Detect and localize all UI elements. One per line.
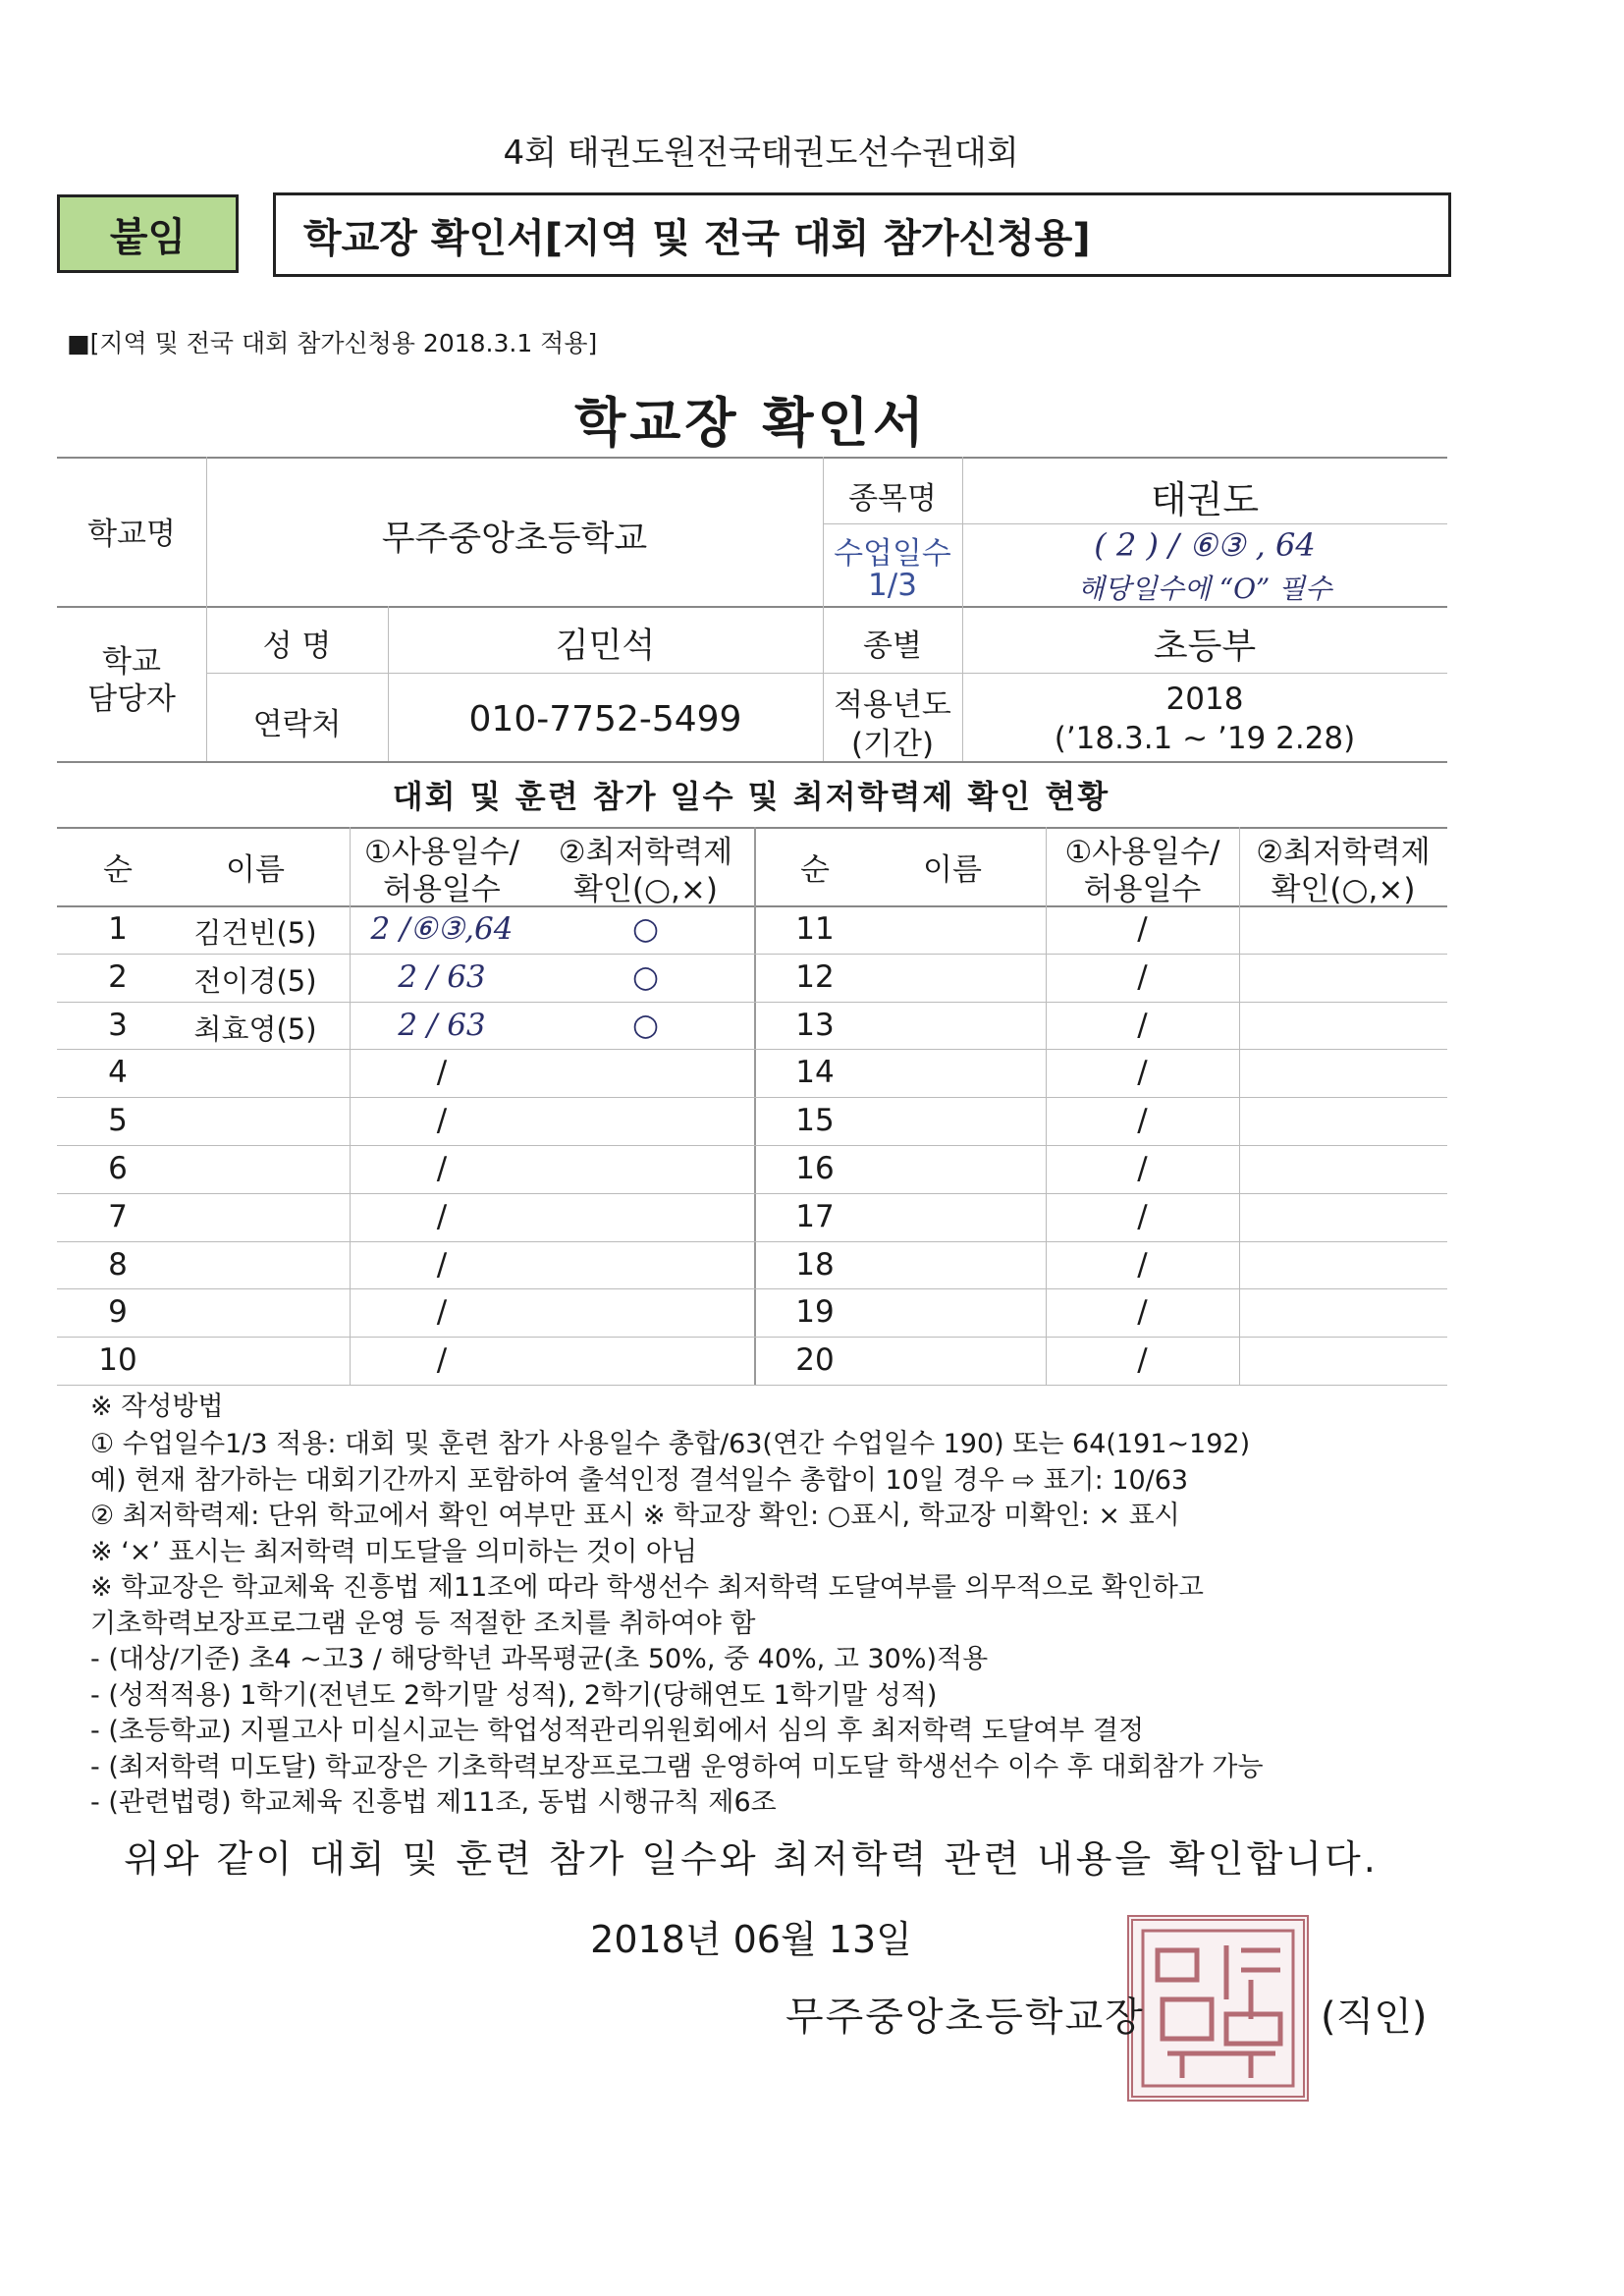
school-name: 무주중앙초등학교 [381,519,648,559]
header-name-right: 이름 [923,852,982,888]
sport-value: 태권도 [1150,478,1260,521]
note-line: - (대상/기준) 초4 ~고3 / 해당학년 과목평균(초 50%, 중 40%, 고 30%)적용 [90,1644,989,1674]
row-number: 8 [108,1246,128,1283]
row-days: / [1137,1055,1148,1091]
row-number: 20 [795,1342,835,1379]
row-number: 15 [795,1103,835,1139]
row-name: 최효영(5) [193,1011,317,1046]
row-days: 2 / 63 [398,958,486,995]
header-min-right-1: ②최저학력제 [1256,835,1431,870]
row-days: / [1137,1294,1148,1331]
division-label: 종별 [863,629,922,664]
note-line: 기초학력보장프로그램 운영 등 적절한 조치를 취하여야 함 [90,1608,756,1639]
row-number: 13 [795,1007,835,1043]
row-days: / [436,1055,448,1091]
row-days: / [436,1103,448,1139]
year-value: 2018 [1165,682,1244,717]
row-days: / [1137,1151,1148,1186]
note-line: 예) 현재 참가하는 대회기간까지 포함하여 출석인정 결석일수 총합이 10일 경우 ⇨ 표기: 10/63 [90,1464,1189,1496]
confirm-text: 위와 같이 대회 및 훈련 참가 일수와 최저학력 관련 내용을 확인합니다. [124,1837,1379,1881]
header-no-left: 순 [103,852,133,888]
row-check: ○ [631,911,660,947]
sport-label: 종목명 [848,481,937,517]
row-name: 전이경(5) [193,963,317,998]
row-number: 17 [795,1198,835,1234]
contact-label: 연락처 [252,707,342,742]
row-number: 3 [108,1007,128,1043]
row-days: 2 /⑥③,64 [370,911,514,947]
attach-badge: 붙임 [57,194,239,273]
year-period: (’18.3.1 ~ ’19 2.28) [1054,721,1356,756]
row-number: 19 [795,1294,835,1331]
row-days: / [436,1246,448,1283]
division-value: 초등부 [1153,627,1257,667]
document-title: 학교장 확인서[지역 및 전국 대회 참가신청용] [273,192,1451,277]
header-days-left-2: 허용일수 [383,872,501,907]
row-number: 4 [108,1055,128,1091]
row-number: 14 [795,1055,835,1091]
school-label: 학교명 [87,517,176,552]
note-line: - (성적적용) 1학기(전년도 2학기말 성적), 2학기(당해연도 1학기말 성적) [90,1679,938,1711]
row-name: 김건빈(5) [193,916,317,950]
row-days: / [1137,1342,1148,1379]
row-number: 12 [795,958,835,995]
row-check: ○ [631,958,660,995]
row-number: 11 [795,911,835,947]
name-label: 성 명 [262,629,332,664]
stat-title: 대회 및 훈련 참가 일수 및 최저학력제 확인 현황 [392,778,1110,815]
row-days: / [436,1342,448,1379]
note-line: ※ 학교장은 학교체육 진흥법 제11조에 따라 학생선수 최저학력 도달여부를 의무적으로 확인하고 [90,1572,1204,1603]
manager-label: 학교 담당자 [87,644,176,717]
header-days-left-1: ①사용일수/ [363,835,520,870]
row-days: / [436,1198,448,1234]
row-number: 9 [108,1294,128,1331]
signer-name: 무주중앙초등학교장 [785,1995,1145,2040]
row-days: / [436,1294,448,1331]
year-label: 적용년도 [834,687,951,723]
row-number: 6 [108,1151,128,1186]
row-number: 5 [108,1103,128,1139]
row-check: ○ [631,1007,660,1043]
row-number: 18 [795,1246,835,1283]
seal-suffix: (직인) [1321,1995,1428,2040]
class-days-value: ( 2 ) / ⑥③ , 64 [1094,526,1316,564]
row-days: 2 / 63 [398,1007,486,1043]
note-line: - (최저학력 미도달) 학교장은 기초학력보장프로그램 운영하여 미도달 학생선수 이수 후 대회참가 가능 [90,1751,1264,1782]
header-min-left-2: 확인(○,×) [573,872,718,907]
row-number: 1 [108,911,128,947]
row-days: / [1137,958,1148,995]
header-name-left: 이름 [226,852,285,888]
event-title: 4회 태권도원전국태권도선수권대회 [503,134,1019,173]
notes-heading: ※ 작성방법 [90,1392,224,1422]
seal-pattern-icon [1133,1921,1303,2096]
note-line: ① 수업일수1/3 적용: 대회 및 훈련 참가 사용일수 총합/63(연간 수업일수 190) 또는 64(191~192) [90,1429,1251,1459]
row-days: / [1137,1198,1148,1234]
date-text: 2018년 06월 13일 [590,1918,912,1961]
row-number: 2 [108,958,128,995]
header-min-left-1: ②최저학력제 [558,835,733,870]
row-number: 7 [108,1198,128,1234]
row-days: / [1137,911,1148,947]
contact-value: 010-7752-5499 [468,699,742,739]
row-number: 16 [795,1151,835,1186]
class-days-note: 해당일수에 “O” 필수 [1077,573,1332,605]
header-days-right-1: ①사용일수/ [1064,835,1220,870]
note-line: ② 최저학력제: 단위 학교에서 확인 여부만 표시 ※ 학교장 확인: ○표시, 학교장 미확인: × 표시 [90,1501,1180,1531]
header-min-right-2: 확인(○,×) [1271,872,1416,907]
applied-note: ■[지역 및 전국 대회 참가신청용 2018.3.1 적용] [67,329,598,357]
year-sub: (기간) [850,727,935,762]
class-days-sub: 1/3 [868,568,917,603]
header-no-right: 순 [800,852,830,888]
official-seal [1127,1915,1309,2102]
row-days: / [436,1151,448,1186]
row-days: / [1137,1007,1148,1043]
row-days: / [1137,1246,1148,1283]
row-number: 10 [98,1342,137,1379]
note-line: - (초등학교) 지필고사 미실시교는 학업성적관리위원회에서 심의 후 최저학력 도달여부 결정 [90,1716,1145,1746]
manager-name: 김민석 [555,627,656,666]
note-line: ※ ‘×’ 표시는 최저학력 미도달을 의미하는 것이 아님 [90,1536,698,1567]
main-title: 학교장 확인서 [574,392,928,454]
row-days: / [1137,1103,1148,1139]
class-days-label: 수업일수 [834,536,951,572]
header-days-right-2: 허용일수 [1083,872,1202,907]
note-line: - (관련법령) 학교체육 진흥법 제11조, 동법 시행규칙 제6조 [90,1787,777,1818]
